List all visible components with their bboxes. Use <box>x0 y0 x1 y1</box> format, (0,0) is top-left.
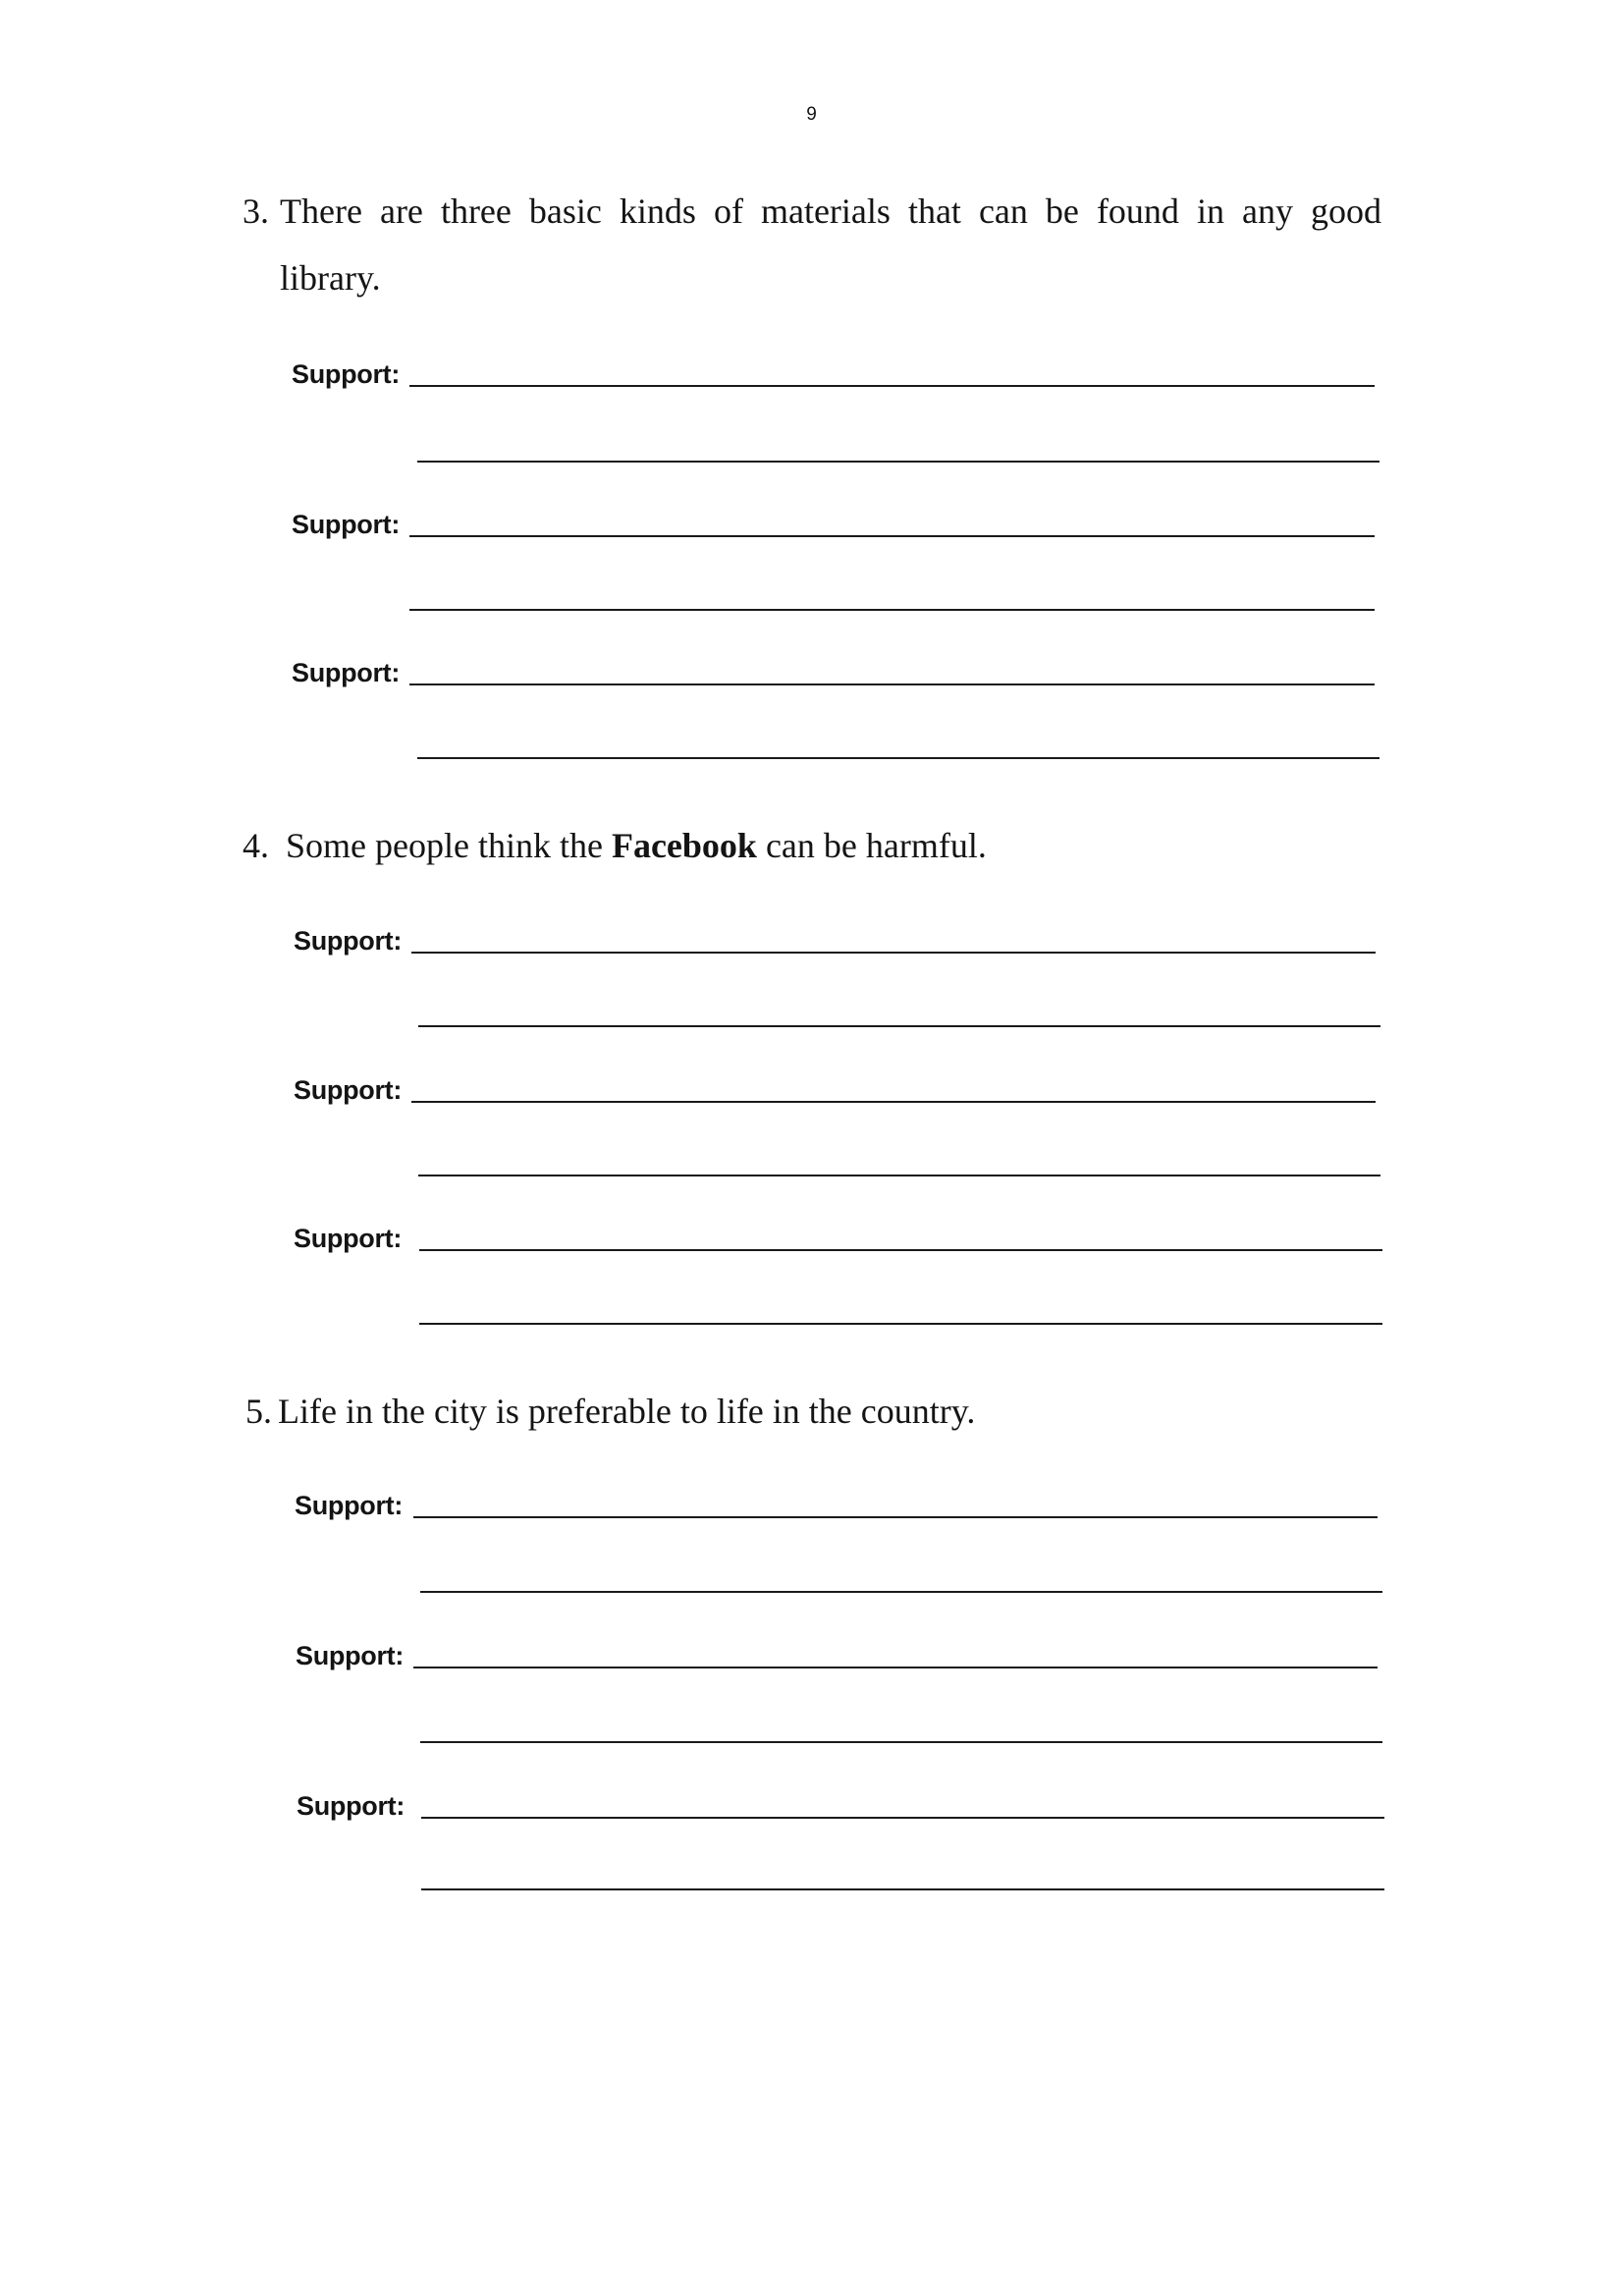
question-text-end: can be harmful. <box>756 826 987 865</box>
support-label: Support: <box>292 510 401 539</box>
support-label: Support: <box>295 1491 404 1520</box>
answer-line <box>421 1888 1384 1890</box>
support-label: Support: <box>294 1075 403 1105</box>
question-text-line-1: There are three basic kinds of materials that can be found in any good <box>280 191 1381 231</box>
question-number: 5. <box>245 1392 272 1431</box>
answer-line <box>411 1101 1376 1103</box>
question-number: 3. <box>243 191 269 231</box>
answer-line <box>419 1323 1382 1325</box>
answer-line <box>409 683 1375 685</box>
support-label: Support: <box>292 359 401 389</box>
answer-line <box>411 952 1376 954</box>
support-label: Support: <box>296 1641 405 1670</box>
question-text-line-2: library. <box>280 258 381 298</box>
question-text-bold: Facebook <box>611 826 757 865</box>
answer-line <box>417 757 1380 759</box>
support-label: Support: <box>292 658 401 687</box>
question-text-start: Some people think the <box>286 826 612 865</box>
support-label: Support: <box>294 1224 403 1253</box>
answer-line <box>409 385 1375 387</box>
support-label: Support: <box>294 926 403 956</box>
page-number: 9 <box>806 104 817 125</box>
answer-line <box>417 461 1380 463</box>
answer-line <box>420 1591 1382 1593</box>
answer-line <box>418 1025 1380 1027</box>
support-label: Support: <box>297 1791 406 1821</box>
answer-line <box>409 535 1375 537</box>
question-number: 4. <box>243 826 269 865</box>
answer-line <box>420 1741 1382 1743</box>
answer-line <box>409 609 1375 611</box>
answer-line <box>421 1817 1384 1819</box>
question-text: Life in the city is preferable to life in the country. <box>278 1392 976 1431</box>
answer-line <box>413 1516 1378 1518</box>
question-text <box>286 824 987 867</box>
answer-line <box>418 1175 1380 1176</box>
answer-line <box>419 1249 1382 1251</box>
answer-line <box>413 1667 1378 1668</box>
